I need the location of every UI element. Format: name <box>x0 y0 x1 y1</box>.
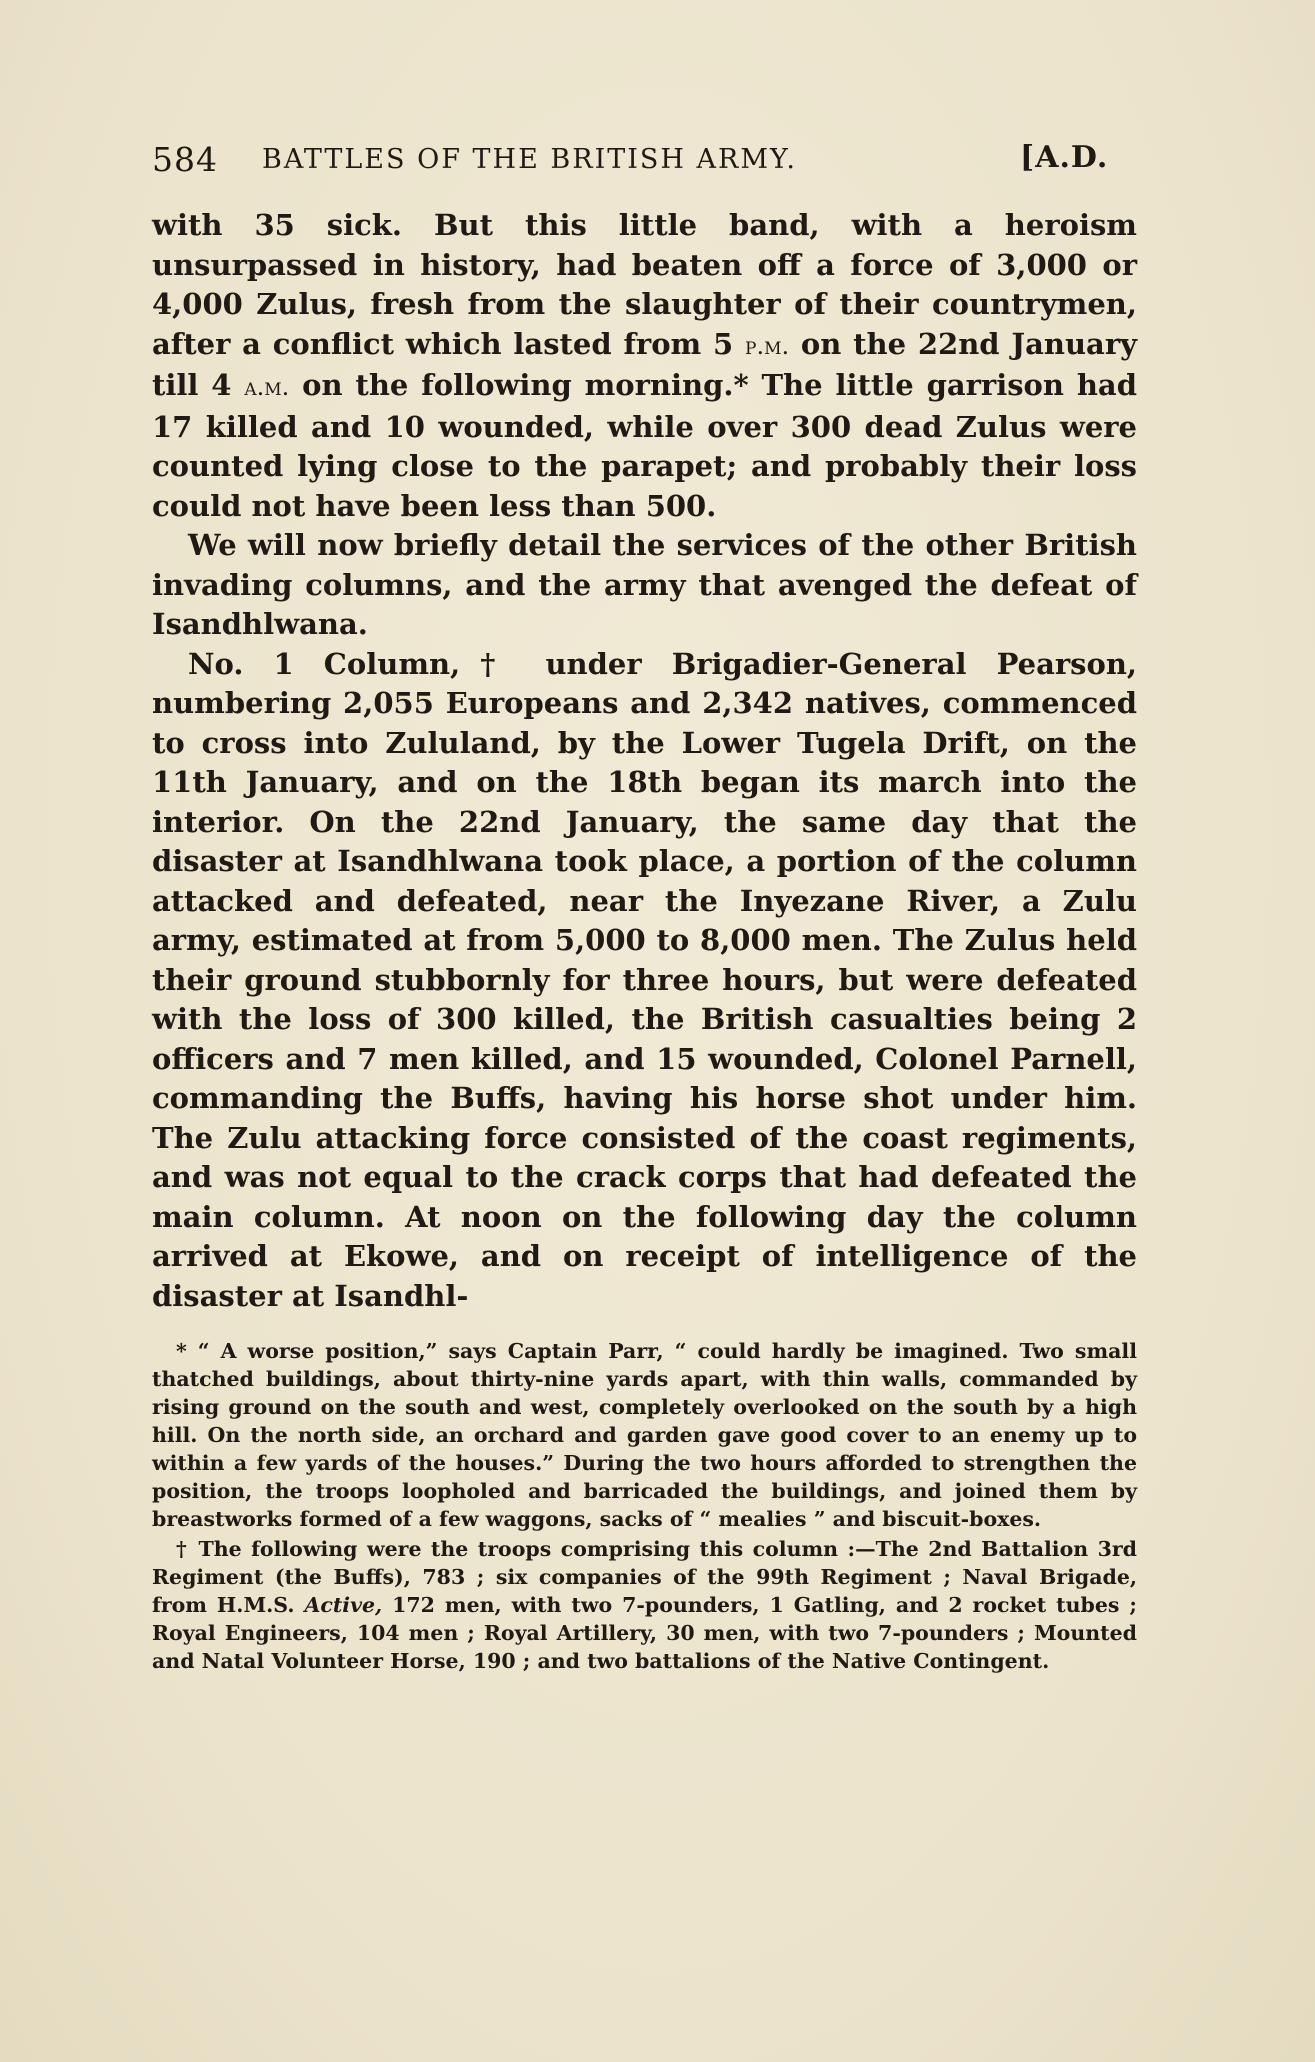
paragraph-1-text-b: on the 22nd January till 4 <box>152 326 1137 402</box>
footnote-2-text-b: 172 men, with two 7-pounders, 1 Gatling, and 2 rocket tubes ; Royal Engineers, 104 men ; Royal Artillery, 30 men, with two 7-pounders ; Mounted and Natal Volunteer Horse, 190 ; and two battalions of the Native Contingent. <box>152 1593 1137 1673</box>
body-text <box>152 206 1137 1316</box>
page-header <box>152 140 1152 180</box>
paragraph-3: No. 1 Column,† under Brigadier-General Pearson, numbering 2,055 Europeans and 2,342 natives, commenced to cross into Zululand, by the Lower Tugela Drift, on the 11th January, and on the 18th began its march into the interior. On the 22nd January, the same day that the disaster at Isandhlwana took place, a portion of the column attacked and defeated, near the Inyezane River, a Zulu army, estimated at from 5,000 to 8,000 men. The Zulus held their ground stubbornly for three hours, but were defeated with the loss of 300 killed, the British casualties being 2 officers and 7 men killed, and 15 wounded, Colonel Parnell, commanding the Buffs, having his horse shot under him. The Zulu attacking force consisted of the coast regiments, and was not equal to the crack corps that had defeated the main column. At noon on the following day the column arrived at Ekowe, and on receipt of intelligence of the disaster at Isandhl- <box>152 646 1137 1313</box>
paragraph-1-text-a: with 35 sick. But this little band, with a heroism unsurpassed in history, had beaten off a force of 3,000 or 4,000 Zulus, fresh from the slaughter of their countrymen, after a conflict which lasted from 5 <box>152 208 1137 361</box>
time-am: a.m. <box>244 373 290 401</box>
time-pm: p.m. <box>745 331 790 360</box>
section-mark: [A.D. <box>1020 140 1109 175</box>
footnote-2-text-a: † The following were the troops comprising this column :—The 2nd Battalion 3rd Regiment (the Buffs), 783 ; six companies of the 99th Regiment ; Naval Brigade, from H.M.S. <box>152 1537 1137 1617</box>
page-number: 584 <box>152 140 218 179</box>
running-title: BATTLES OF THE BRITISH ARMY. <box>262 144 797 175</box>
footnotes <box>152 1337 1137 1675</box>
paragraph-1-text-c: on the following morning.* The little garrison had 17 killed and 10 wounded, while over 300 dead Zulus were counted lying close to the parapet; and probably their loss could not have been less than 500. <box>152 368 1137 523</box>
ship-name: Active, <box>304 1593 383 1617</box>
paragraph-1 <box>152 206 1137 526</box>
paragraph-2: We will now briefly detail the services of the other British invading columns, and the army that avenged the defeat of Isandhlwana. <box>152 528 1137 641</box>
footnote-2 <box>152 1535 1137 1675</box>
footnote-1: * “ A worse position,” says Captain Parr, “ could hardly be imagined. Two small thatched buildings, about thirty-nine yards apart, with thin walls, commanded by rising ground on the south and west, completely overlooked on the south by a high hill. On the north side, an orchard and garden gave good cover to an enemy up to within a few yards of the houses.” During the two hours afforded to strengthen the position, the troops loopholed and barricaded the buildings, and joined them by breastworks formed of a few waggons, sacks of “ mealies ” and biscuit-boxes. <box>152 1339 1137 1531</box>
